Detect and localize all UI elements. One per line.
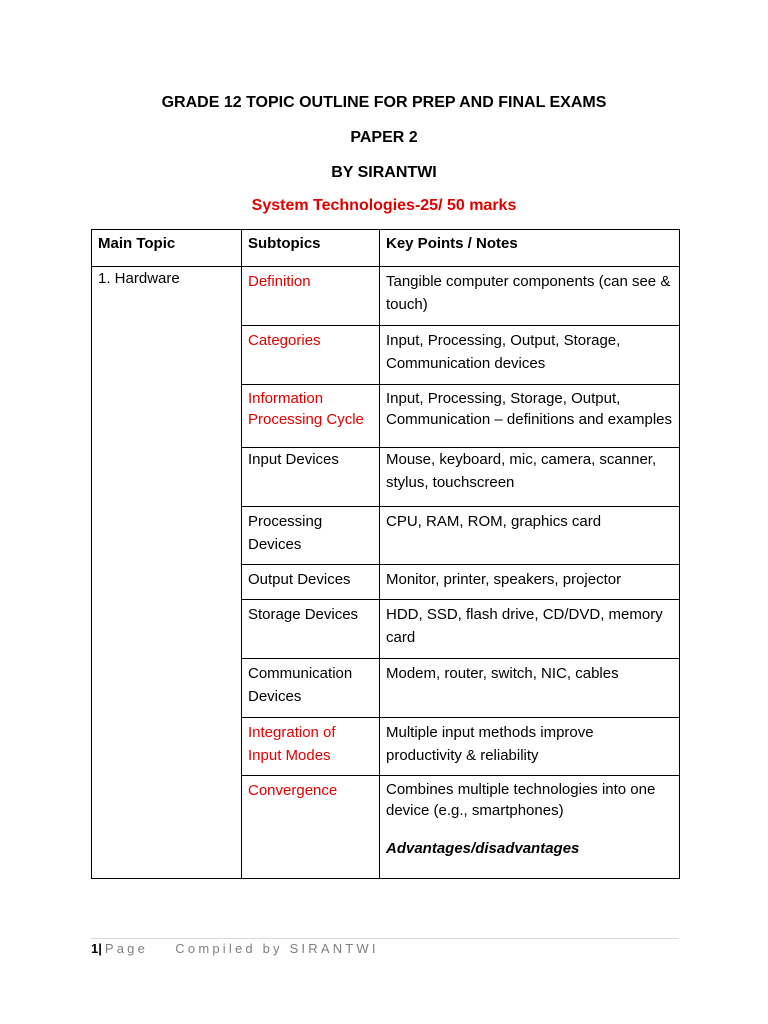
notes-cell: Input, Processing, Output, Storage, Communication devices — [380, 326, 680, 385]
notes-cell: Modem, router, switch, NIC, cables — [380, 659, 680, 718]
notes-cell: Mouse, keyboard, mic, camera, scanner, stylus, touchscreen — [380, 448, 680, 507]
subtopic-cell: Definition — [242, 267, 380, 326]
main-topic-cell: 1. Hardware — [92, 267, 242, 879]
subtopic-cell — [242, 385, 380, 448]
notes-cell: CPU, RAM, ROM, graphics card — [380, 507, 680, 565]
advantages-note: Advantages/disadvantages — [386, 840, 580, 857]
page-footer — [91, 941, 379, 956]
compiled-by: Compiled by SIRANTWI — [175, 941, 379, 956]
page-number: 1 — [91, 941, 99, 956]
section-heading: System Technologies-25/ 50 marks — [251, 197, 517, 214]
subtopic-cell: Input Devices — [242, 448, 380, 507]
subtopic-cell: Integration of Input Modes — [242, 718, 380, 776]
paper-label: PAPER 2 — [350, 129, 418, 146]
notes-cell: Multiple input methods improve productivity & reliability — [380, 718, 680, 776]
subtopic-text: Information Processing Cycle — [248, 390, 364, 428]
notes-text: Combines multiple technologies into one device (e.g., smartphones) — [386, 781, 656, 819]
notes-text: Input, Processing, Storage, Output, Communication – definitions and examples — [386, 390, 672, 428]
notes-cell — [380, 385, 680, 448]
notes-cell: HDD, SSD, flash drive, CD/DVD, memory card — [380, 600, 680, 659]
footer-divider — [91, 938, 679, 939]
subtopic-cell: Communication Devices — [242, 659, 380, 718]
subtopic-cell: Output Devices — [242, 565, 380, 600]
subtopic-cell: Storage Devices — [242, 600, 380, 659]
document-title: GRADE 12 TOPIC OUTLINE FOR PREP AND FINAL EXAMS — [161, 94, 607, 111]
topic-outline-table — [91, 229, 680, 879]
subtopic-cell: Processing Devices — [242, 507, 380, 565]
header-main-topic: Main Topic — [92, 230, 242, 267]
footer-separator: | — [98, 941, 102, 956]
subtopic-cell: Categories — [242, 326, 380, 385]
table-row — [92, 267, 680, 326]
table-header-row — [92, 230, 680, 267]
notes-cell — [380, 776, 680, 879]
notes-cell: Tangible computer components (can see & touch) — [380, 267, 680, 326]
subtopic-cell: Convergence — [242, 776, 380, 879]
page-label: Page — [104, 941, 149, 956]
header-key-points: Key Points / Notes — [380, 230, 680, 267]
author-label: BY SIRANTWI — [331, 164, 437, 181]
notes-cell: Monitor, printer, speakers, projector — [380, 565, 680, 600]
header-subtopics: Subtopics — [242, 230, 380, 267]
